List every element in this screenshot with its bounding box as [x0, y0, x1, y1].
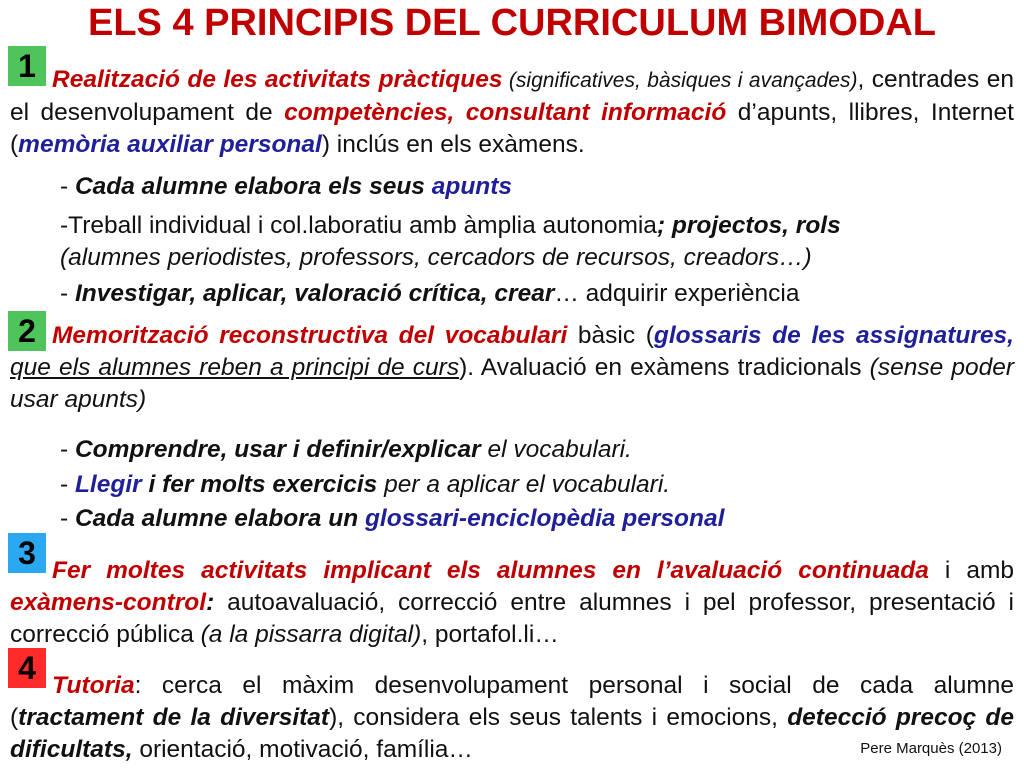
p3-t7: , portafol.li… — [421, 621, 559, 648]
p1-t3: , centrades en el desenvolupament de — [10, 66, 1014, 126]
p4-t4: ), considera els seus talents i emocions, — [329, 704, 788, 731]
p2-b3c: glossari-enciclopèdia personal — [364, 505, 725, 532]
p4-t6: orientació, motivació, família… — [132, 736, 473, 763]
principle-3-text — [10, 555, 1014, 651]
principle-1-bullet-2 — [60, 210, 1014, 274]
principle-1-text — [10, 64, 1014, 161]
p3-t5: autoavaluació, correcció entre alumnes i pel professor, presentació i correcció pública — [10, 589, 1014, 648]
p1-b2a: -Treball individual i col.laboratiu amb àmplia autonomia — [60, 212, 657, 239]
p4-t1: Tutoria — [52, 672, 135, 699]
p1-b3b: Investigar, aplicar, valoració crítica, crear — [74, 280, 555, 307]
p4-t5: detecció precoç de dificultats, — [10, 704, 1014, 763]
p2-b1b: Comprendre, usar i definir/explicar — [74, 436, 481, 463]
principle-number-1-badge: 1 — [8, 46, 46, 86]
p3-t2: i amb — [928, 557, 1014, 584]
p3-t3: exàmens-control — [10, 589, 207, 616]
p1-t6: memòria auxiliar personal — [18, 131, 322, 158]
p2-b3b: Cada alumne elabora un — [74, 505, 365, 532]
p1-t1: Realització de les activitats pràctiques — [52, 66, 503, 93]
p2-t6: ). Avaluació en exàmens tradicionals — [459, 354, 870, 381]
principle-2-bullet-1 — [60, 434, 1014, 466]
principle-1-bullet-1 — [60, 171, 1014, 203]
p1-b2c: (alumnes periodistes, professors, cercadors de recursos, creadors…) — [60, 244, 812, 271]
p2-b2a: - — [60, 471, 75, 498]
p3-t1: Fer moltes activitats implicant els alumnes en l’avaluació continuada — [52, 557, 929, 584]
p2-b2c: i fer molts exercicis — [141, 471, 378, 498]
p4-t2: : cerca el màxim desenvolupament personal i social de cada alumne ( — [10, 672, 1014, 731]
principle-number-2-badge: 2 — [8, 311, 46, 351]
principle-2-text — [10, 320, 1014, 416]
p1-t2: (significatives, bàsiques i avançades) — [502, 69, 858, 92]
p1-b3a: - — [60, 280, 75, 307]
principle-2-bullet-2 — [60, 469, 1014, 501]
p2-b3a: - — [60, 505, 75, 532]
p2-b2b: Llegir — [74, 471, 142, 498]
p2-b2d: per a aplicar el vocabulari. — [377, 471, 671, 498]
p3-t4: : — [206, 589, 215, 616]
p2-t1: Memorització reconstructiva del vocabulari — [52, 322, 568, 349]
p2-t7: (sense poder usar apunts) — [10, 354, 1014, 413]
p2-t5: que els alumnes reben a principi de curs — [10, 354, 460, 381]
p2-b1a: - — [60, 436, 75, 463]
p2-b1c: el vocabulari. — [480, 436, 632, 463]
p1-b2b: ; projectos, rols — [656, 212, 841, 239]
p1-t7: ) inclús en els exàmens. — [321, 131, 585, 158]
slide-title: ELS 4 PRINCIPIS DEL CURRICULUM BIMODAL — [87, 2, 936, 44]
p1-b1a: - — [60, 173, 75, 200]
principle-number-3-badge: 3 — [8, 533, 46, 573]
p2-t2: bàsic ( — [567, 322, 654, 349]
author-credit: Pere Marquès (2013) — [860, 740, 1002, 757]
principle-2-bullet-3 — [60, 503, 1014, 535]
p1-b3c: … adquirir experiència — [554, 280, 800, 307]
p1-t4: competències, consultant informació — [284, 99, 727, 126]
p4-t3: tractament de la diversitat — [18, 704, 330, 731]
p1-b1c: apunts — [431, 173, 513, 200]
p2-t3: glossaris de les assignatures, — [653, 322, 1014, 349]
principle-number-4-badge: 4 — [8, 648, 46, 688]
p1-b1b: Cada alumne elabora els seus — [74, 173, 432, 200]
principle-1-bullet-3 — [60, 278, 1014, 310]
p1-t5: d’apunts, llibres, Internet ( — [10, 99, 1014, 158]
p3-t6: (a la pissarra digital) — [200, 621, 422, 648]
